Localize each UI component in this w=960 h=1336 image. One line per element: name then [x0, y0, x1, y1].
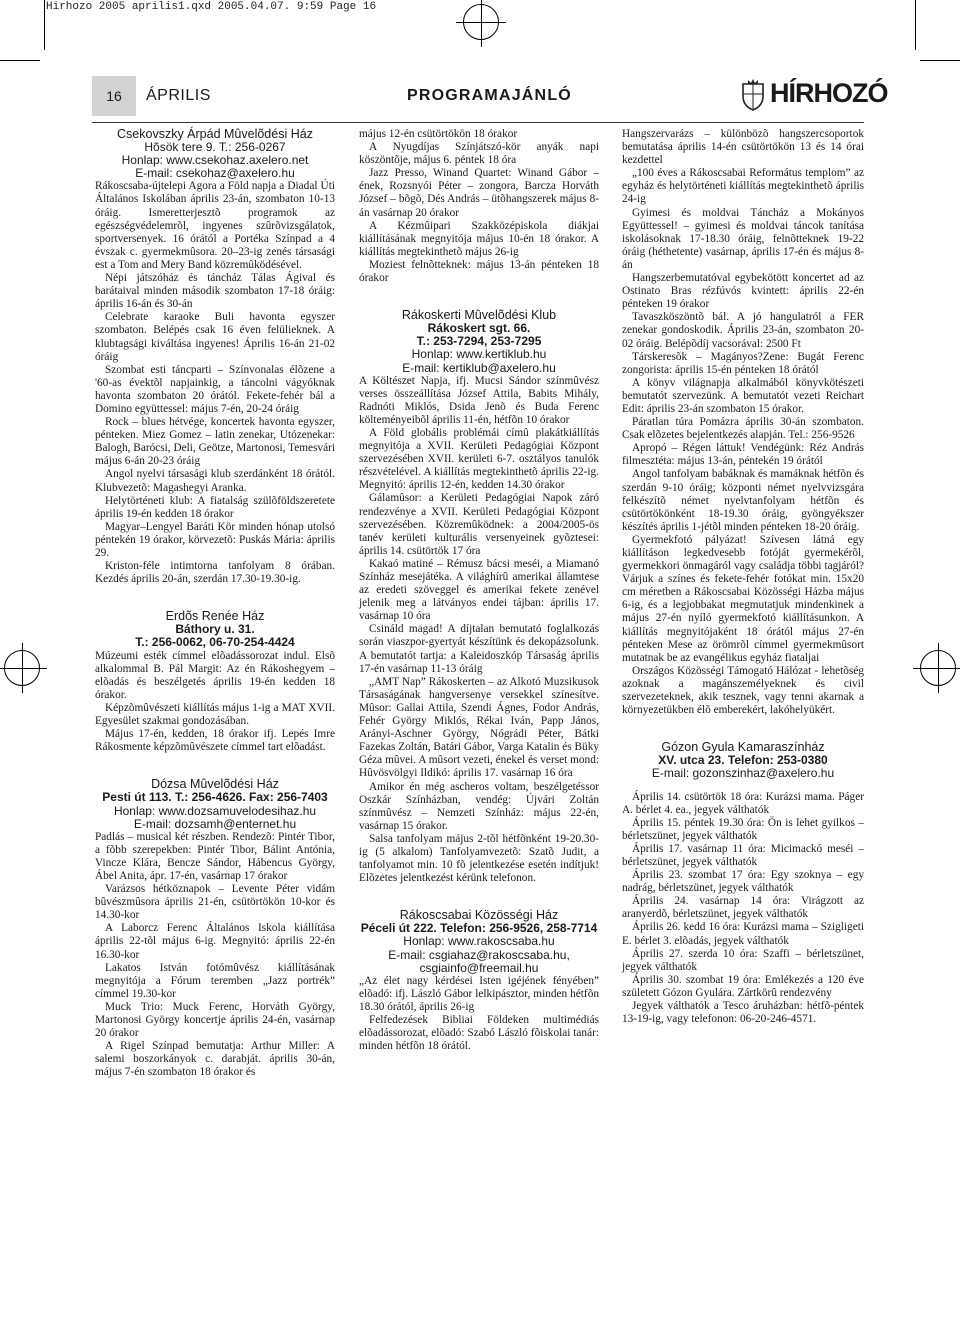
- program-item: Múzeumi esték címmel elõadássorozat indul. Elsõ alkalommal B. Pál Margit: Az én Rákoshegyem – elõadás és beszélgetés április 19-én kedden 18 órakor.: [95, 649, 335, 701]
- registration-mark-icon: [920, 650, 956, 686]
- program-item: Lakatos István fotómûvész kiállításának megnyitója a Fórum teremben „Jazz portrék” címmel 19.30-kor: [95, 961, 335, 1000]
- venue-email: E-mail: dozsamh@enternet.hu: [133, 816, 297, 831]
- venue-website: Honlap: www.csekohaz.axelero.net: [121, 153, 309, 168]
- print-slug: Hirhozo 2005 aprilis1.qxd 2005.04.07. 9:59 Page 16: [46, 1, 377, 13]
- program-item: Szombat esti táncparti – Színvonalas élõzene a '60-as évektõl napjainkig, a táncolni vágyóknak havonta szombaton 20 órától. Fekete-fehér bál a Domino együttessel: május 7-én, 20-24 óráig: [95, 363, 335, 415]
- program-item: Magyar–Lengyel Baráti Kör minden hónap utolsó péntekén 19 órakor, körvezetõ: Puskás Mária: április 29.: [95, 520, 335, 559]
- section-title: PROGRAMAJÁNLÓ: [407, 87, 572, 104]
- crop-mark: [915, 0, 916, 50]
- venue-address: Báthory u. 31.: [175, 622, 255, 637]
- program-item: A Kézmûipari Szakközépiskola diákjai kiállításának megnyitója május 10-én 18 órakor. A kiállítás megtekinthetõ május 26-ig: [359, 219, 599, 258]
- venue-phone: T.: 256-0062, 06-70-254-4424: [135, 635, 295, 650]
- program-item: Salsa tanfolyam május 2-tõl hétfõnként 19-20.30-ig (5 alkalom) Tanfolyamvezetõ: Szatõ Judit, a tanfolyamot min. 10 fõ jelentkezése esetén indítjuk! Elõzetes jelentkezést kérünk telefonon.: [359, 832, 599, 885]
- program-item: Tavaszköszöntõ bál. A jó hangulatról a FER zenekar gondoskodik. Április 23-án, szombaton 20-02 óráig. Belépõdíj vacsorával: 2500 Ft: [622, 311, 864, 350]
- program-item: Társkeresõk – Magányos?Zene: Bugát Ferenc zongorista: április 15-én pénteken 18 órától: [622, 350, 864, 376]
- column-3: [622, 128, 864, 1026]
- crop-mark: [0, 60, 40, 61]
- program-item: Képzõmûvészeti kiállítás május 1-ig a MAT XVII. Egyesület szakmai gondozásában.: [95, 701, 335, 728]
- program-item: Április 30. szombat 19 óra: Emlékezés a 120 éve született Gózon Gyulára. Zártkörû rendezvény: [622, 973, 864, 999]
- program-item: Kriston-féle intimtorna tanfolyam 8 órában. Kezdés április 20-án, szerdán 17.30-19.30-ig.: [95, 560, 335, 586]
- program-item: Angol tanfolyam babáknak és mamáknak hétfõn és szerdán 9-10 óráig; központi német nyelvvizsgára felkészítõ német nyelvtanfolyam hétfõn és csütörtökönként 18-19.30 óráig, gyöngyékszer készítés április 1-jétõl minden pénteken 18-20 óráig.: [622, 468, 864, 533]
- program-item: Április 26. kedd 16 óra: Kurázsi mama – Szigligeti E. bérlet 3. elõadás, jegyek válthatók: [622, 921, 864, 947]
- program-item: Amikor én még ascheros voltam, beszélgetéssor Oszkár Színházban, vendég: Újvári Zoltán színmûvész – Nemzeti Színház: május 22-én, vasárnap 15 órakor.: [359, 780, 599, 832]
- program-item: Gálamûsor: a Kerületi Pedagógiai Napok záró rendezvénye a XVII. Kerületi Pedagógiai Központ szervezésében. Közremûködnek: a 2004/2005-ös tanév kerületi kulturális versenyeinek gyõztesei: április 14. csütörtök 17 óra: [359, 492, 599, 557]
- program-item: Hangszerbemutatóval egybekötött koncertet ad az Ostinato Bras rézfúvós kvintett: április 22-én pénteken 19 órakor: [622, 272, 864, 311]
- column-2: [359, 128, 599, 1053]
- venue-address: XV. utca 23. Telefon: 253-0380: [658, 753, 828, 768]
- program-item: Muck Trio: Muck Ferenc, Horváth György, Martonosi György koncertje április 24-én, vasárnap 20 órakor: [95, 1000, 335, 1040]
- venue-email: csgiainfo@freemail.hu: [419, 960, 539, 975]
- program-item: Április 17. vasárnap 11 óra: Micimackó meséi – bérletszünet, jegyek válthatók: [622, 842, 864, 868]
- page-header: [92, 76, 888, 120]
- program-item: május 12-én csütörtökön 18 órakor: [359, 128, 518, 140]
- program-item: Páratlan túra Pomázra április 30-án szombaton. Csak elõzetes bejelentkezés alapján. Tel.: 256-9526: [622, 416, 864, 442]
- program-item: Hangszervarázs – különbözõ hangszercsoportok bemutatása április 14-én csütörtökön 13 és 14 órai kezdettel: [622, 128, 864, 167]
- program-item: Csináld magad! A díjtalan bemutató foglalkozás során viaszpor-gyertyát készítünk és dekopázsolunk. A bemutatót tartja: a Kaleidoszkóp Társaság április 17-én vasárnap 11-13 óráig: [359, 623, 599, 675]
- program-item: Rákoscsaba-újtelepi Agora a Föld napja a Diadal Úti Általános Iskolában április 23-án, szombaton 10-13 óráig. Ismeretterjesztõ programok az egészségvédelemrõl, ingyenes szûrõvizsgálatok, sportversenyek. 16 órától a Portéka Színpad a 4 évszak c. gyermekmûsora. 20–23-ig zenés társasági est a Tom and Mery Band közremûködésével.: [95, 180, 335, 271]
- program-item: Április 27. szerda 10 óra: Szaffi – bérletszünet, jegyek válthatók: [622, 947, 864, 973]
- program-item: Április 15. péntek 19.30 óra: Ön is lehet gyilkos – bérletszünet, jegyek válthatók: [622, 816, 864, 842]
- program-item: Varázsos hétköznapok – Levente Péter vidám bûvészmûsora április 21-én, csütörtökön 10-kor és 14.30-kor: [95, 883, 335, 922]
- program-item: Április 24. vasárnap 14 óra: Virágzott az aranyerdõ, bérletszünet, jegyek válthatók: [622, 895, 864, 921]
- venue-phone: T.: 253-7294, 253-7295: [416, 334, 542, 349]
- column-1: [95, 128, 335, 1079]
- program-item: A Költészet Napja, ifj. Mucsi Sándor színmûvész verses összeállítása József Attila, Babits Mihály, Radnóti Miklós, Dsida Jenõ és Buda Ferenc költeményeibõl április 11-én, hétfõn 10 órakor: [359, 374, 599, 426]
- venue-website: Honlap: www.rakoscsaba.hu: [403, 934, 555, 949]
- program-item: Népi játszóház és táncház Tálas Ágival és barátaival minden második szombaton 17-18 óráig: április 16-án és 30-án: [95, 272, 335, 311]
- program-item: Helytörténeti klub: A fiatalság szülõföldszeretete április 19-én kedden 18 órakor: [95, 494, 335, 520]
- venue-email: E-mail: kertiklub@axelero.hu: [402, 360, 556, 375]
- crop-mark: [44, 0, 45, 50]
- venue-website: Honlap: www.kertiklub.hu: [411, 347, 547, 362]
- program-item: Padlás – musical két részben. Rendezõ: Pintér Tibor, a fõbb szerepekben: Pintér Tibor, Bálint Antónia, Vincze Klára, Bencze Sándor, Hábencus György, Ábel Anita, ápr. 17-én, vasárnap 17 órakor: [95, 830, 335, 882]
- program-item: Április 23. szombat 17 óra: Egy szoknya – egy nadrág, bérletszünet, jegyek válthatók: [622, 869, 864, 895]
- venue-email: E-mail: csekohaz@axelero.hu: [135, 166, 295, 181]
- venue-address: Hõsök tere 9. T.: 256-0267: [144, 140, 286, 155]
- hirhozo-logo: [740, 76, 888, 116]
- program-item: Jazz Presso, Winand Quartet: Winand Gábor – ének, Rozsnyói Péter – zongora, Barcza Horváth József – bõgõ, Dés András – ütõhangszerek május 8-án vasárnap 20 órakor: [359, 167, 599, 219]
- program-item: A Laborcz Ferenc Általános Iskola kiállítása április 22-tõl május 6-ig. Megnyitó: április 22-én 16.30-kor: [95, 922, 335, 961]
- venue-name: Gózon Gyula Kamaraszínház: [661, 740, 825, 755]
- venue-address: Pesti út 113. T.: 256-4626. Fax: 256-7403: [102, 790, 328, 805]
- program-item: Gyimesi és moldvai Táncház a Mokányos Együttessel! – gyimesi és moldvai táncok tanítása iskolásoknak 17-18.30 óráig, felnõtteknek 19-22 óráig (héthetente) vasárnap, április 17-én és május 8-án: [622, 206, 864, 271]
- program-item: Országos Közösségi Támogató Hálózat - lehetõség azoknak a magánszemélyeknek és civil szervezeteknek, akik tesznek, vagy tenni akarnak a környezetükben élõ emberekért, lakóhelyükért.: [622, 664, 864, 717]
- program-item: Moziest felnõtteknek: május 13-án pénteken 18 órakor: [359, 258, 599, 285]
- venue-address: Rákoskert sgt. 66.: [427, 321, 531, 336]
- program-item: Felfedezések Bibliai Földeken multimédiás elõadássorozat, elõadó: Szabó László fõiskolai tanár: minden hétfõn 18 órától.: [359, 1014, 599, 1053]
- program-item: Angol nyelvi társasági klub szerdánként 18 órától. Klubvezetõ: Magashegyi Aranka.: [95, 468, 335, 494]
- venue-name: Rákoscsabai Közösségi Ház: [399, 908, 559, 923]
- program-item: Jegyek válthatók a Tesco áruházban: hétfõ-péntek 13-19-ig, vagy telefonon: 06-20-246-4571.: [622, 1000, 864, 1026]
- venue-name: Dózsa Mûvelõdési Ház: [151, 777, 279, 792]
- registration-mark-icon: [463, 4, 499, 40]
- program-item: Rock – blues hétvége, koncertek havonta egyszer, pénteken. Miez Gomez – latin zenekar, Utózenekar: Balogh, Barócsi, Deli, Geötze, Martonosi, Temesvári május 6-án 20-23 óráig: [95, 416, 335, 468]
- venue-name: Erdõs Renée Ház: [165, 609, 265, 624]
- program-item: Április 14. csütörtök 18 óra: Kurázsi mama. Páger A. bérlet 4. ea., jegyek válthatók: [622, 790, 864, 816]
- venue-name: Csekovszky Árpád Mûvelõdési Ház: [117, 127, 313, 141]
- registration-mark-icon: [4, 650, 40, 686]
- page-number: 16: [92, 76, 136, 116]
- program-item: A Föld globális problémái címû plakátkiállítás megnyitója a XVII. Kerületi Pedagógiai Központ szervezésében XVII. kerületi 6-7. osztályos tanulók részvételével. A kiállítás megtekinthetõ április 22-ig. Megnyitó: április 12-én, kedden 14.30 órakor: [359, 426, 599, 492]
- program-item: Gyermekfotó pályázat! Szívesen látná egy kiállításon legkedvesebb fotóját gyermekérõl, gyermekkori önmagáról vagy családja többi tagjáról? Várjuk a színes és fekete-fehér fotókat min. 15x20 cm méretben a Rákoscsabai Közösségi Házba május 6-ig, és a legjobbakat megmutatjuk mindenkinek a május 27-én nyíló gyermekfotó kiállításunkon. A kiállítás megnyitójaként 18 órától május 27-én pénteken Mese az örömrõl címmel gyermekmûsort mutatnak be az evangélikus egyház fiataljai: [622, 533, 864, 664]
- program-item: „AMT Nap” Rákoskerten – az Alkotó Muzsikusok Társaságának hangversenye versekkel színesítve. Mûsor: Gallai Attila, Szendi Ágnes, Fodor András, Fehér György Miklós, Rékai Iván, Papp János, Arányi-Aschner György, Nógrádi Péter, Bátki Fazekas Zoltán, Batári Gábor, Varga Katalin és Büky Géza mûvei. A mûsort vezeti, énekel és verset mond: Hûvösvölgyi Ildikó: április 17. vasárnap 16 óra: [359, 675, 599, 780]
- logo-text: HÍRHOZÓ: [770, 78, 888, 108]
- program-item: Május 17-én, kedden, 18 órakor ifj. Lepés Imre Rákosmente képzõmûvészete címmel tart elõadást.: [95, 728, 335, 754]
- header-rule: [92, 122, 864, 123]
- venue-website: Honlap: www.dozsamuvelodesihaz.hu: [113, 803, 317, 818]
- program-item: A Rigel Színpad bemutatja: Arthur Miller: A salemi boszorkányok c. darabját. április 30-án, május 7-én szombaton 18 órakor és: [95, 1040, 335, 1079]
- venue-email: E-mail: csgiahaz@rakoscsaba.hu,: [388, 947, 570, 962]
- program-item: Celebrate karaoke Buli havonta egyszer szombaton. Belépés csak 16 éven felülieknek. A klubtagsági kiváltása ingyenes! Április 16-án 21-02 óráig: [95, 311, 335, 363]
- program-item: „100 éves a Rákoscsabai Református templom” az egyház és helytörténeti kiállítás megtekinthetõ április 24-ig: [622, 167, 864, 206]
- program-item: „Az élet nagy kérdései Isten igéjének fényében” elõadó: ifj. László Gábor lelkipásztor, minden hétfõn 18.30 órától, április 26-ig: [359, 974, 599, 1013]
- venue-email: E-mail: gozonszinhaz@axelero.hu: [651, 766, 835, 781]
- venue-address: Péceli út 222. Telefon: 256-9526, 258-7714: [360, 921, 598, 936]
- venue-name: Rákoskerti Mûvelõdési Klub: [401, 308, 557, 323]
- program-item: A Nyugdíjas Színjátszó-kör anyák napi köszöntõje, május 6. péntek 18 óra: [359, 141, 599, 167]
- coat-of-arms-icon: [740, 78, 766, 112]
- program-item: Kakaó matiné – Rémusz bácsi meséi, a Miamanó Színház mesejátéka. A világhírû amerikai államtese az eredeti szöveggel és amerikai fekete zenével jelenik meg a látványos endei tájban: április 17. vasárnap 10 óra: [359, 557, 599, 623]
- program-item: A könyv világnapja alkalmából könyvkötészeti bemutatót szervezünk. A bemutatót vezeti Reichart Edit: április 23-án szombaton 15 órakor.: [622, 376, 864, 415]
- program-item: Apropó – Régen láttuk! Vendégünk: Réz András filmesztéta: május 13-án, péntekén 19 órától: [622, 442, 864, 468]
- month-label: ÁPRILIS: [146, 87, 211, 104]
- crop-mark: [920, 60, 960, 61]
